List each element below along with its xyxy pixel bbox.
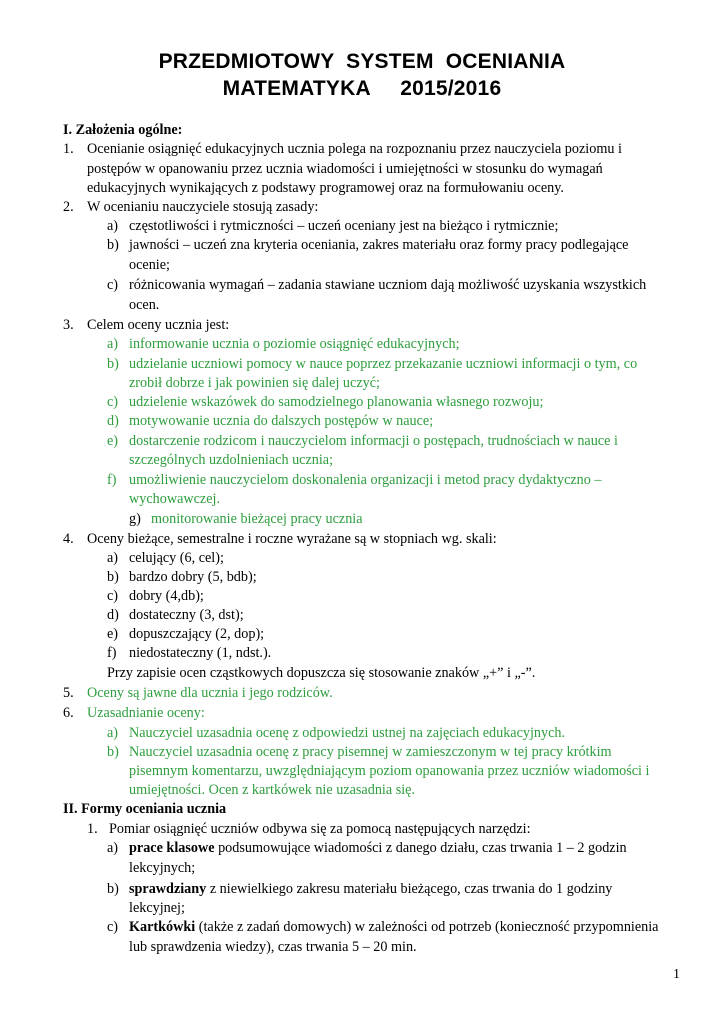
list-item-label: a) [107,725,119,741]
list-item: różnicowania wymagań – zadania stawiane uczniom dają możliwość uzyskania wszystkich [129,277,647,293]
list-item: lub sprawdzenia wiedzy), czas trwania 5 – 20 min. [129,939,417,955]
list-number: 5. [63,685,74,701]
page-number: 1 [673,967,680,982]
list-item-label: g) [129,511,141,527]
grade-item: celujący (6, cel); [129,550,224,566]
form-name: sprawdziany [129,881,207,897]
list-item: umiejętności. Ocen z kartkówek nie uzasadnia się. [129,782,416,798]
list-item: udzielenie wskazówek do samodzielnego planowania własnego rozwoju; [129,394,544,410]
list-item: umożliwienie nauczycielom doskonalenia organizacji i metod pracy dydaktyczno – [129,472,602,488]
form-description: z niewielkiego zakresu materiału bieżącego, czas trwania do 1 godziny [206,881,613,897]
list-item: częstotliwości i rytmiczności – uczeń oceniany jest na bieżąco i rytmicznie; [129,218,559,234]
list-item-label: c) [107,394,119,410]
list-item-label: a) [107,840,119,856]
paragraph-line: Pomiar osiągnięć uczniów odbywa się za pomocą następujących narzędzi: [109,821,531,837]
document-title-line1: PRZEDMIOTOWY SYSTEM OCENIANIA [158,50,566,73]
list-item [129,918,658,937]
paragraph-line: Ocenianie osiągnięć edukacyjnych ucznia polega na rozpoznaniu przez nauczyciela poziomu i [87,141,622,157]
list-item-label: b) [107,356,119,372]
list-item: zrobił dobrze i jak powinien się dalej uczyć; [129,375,380,391]
list-item-label: b) [107,569,119,585]
paragraph-line: edukacyjnych wynikających z podstawy programowej oraz na formułowaniu oceny. [87,180,564,196]
list-item: lekcyjnych; [129,860,196,876]
list-item: wychowawczej. [129,491,220,507]
document-title-line2: MATEMATYKA 2015/2016 [222,77,502,100]
grade-item: dopuszczający (2, dop); [129,626,265,642]
grade-item: dobry (4,db); [129,588,204,604]
list-item: ocenie; [129,257,170,273]
list-item-label: a) [107,336,119,352]
section2-heading: II. Formy oceniania ucznia [63,801,227,817]
list-item-label: b) [107,237,119,253]
grade-item: dostateczny (3, dst); [129,607,244,623]
paragraph-line: Uzasadnianie oceny: [87,705,205,721]
paragraph-line: Celem oceny ucznia jest: [87,317,230,333]
list-item: Nauczyciel uzasadnia ocenę z pracy pisemnej w zamieszczonym w tej pracy krótkim [129,744,612,760]
list-item-label: e) [107,626,119,642]
paragraph-line: W ocenianiu nauczyciele stosują zasady: [87,199,319,215]
list-number: 1. [63,141,74,157]
list-item: lekcyjnej; [129,900,185,916]
list-item-label: d) [107,413,119,429]
list-item-label: a) [107,550,119,566]
form-name: Kartkówki [129,919,196,935]
list-number: 1. [87,821,98,837]
list-item-label: f) [107,472,117,488]
list-item-label: b) [107,744,119,760]
list-item-label: c) [107,588,119,604]
list-item: Nauczyciel uzasadnia ocenę z odpowiedzi ustnej na zajęciach edukacyjnych. [129,725,566,741]
grade-item: niedostateczny (1, ndst.). [129,645,272,661]
list-number: 3. [63,317,74,333]
paragraph-line: Oceny bieżące, semestralne i roczne wyrażane są w stopniach wg. skali: [87,531,497,547]
grade-note: Przy zapisie ocen cząstkowych dopuszcza się stosowanie znaków „+” i „-”. [107,665,536,681]
list-item: pisemnym komentarzu, uwzględniającym poziom opanowania przez uczniów wiadomości i [129,763,650,779]
list-item-label: c) [107,277,119,293]
list-item-label: b) [107,881,119,897]
list-item: monitorowanie bieżącej pracy ucznia [151,511,363,527]
list-item-label: d) [107,607,119,623]
list-item-label: c) [107,919,119,935]
paragraph-line: Oceny są jawne dla ucznia i jego rodziców. [87,685,333,701]
list-item [129,880,612,899]
list-item: szczególnych uzdolnieniach ucznia; [129,452,334,468]
list-item: informowanie ucznia o poziomie osiągnięć edukacyjnych; [129,336,460,352]
list-item-label: f) [107,645,117,661]
list-item-label: a) [107,218,119,234]
form-description: podsumowujące wiadomości z danego działu, czas trwania 1 – 2 godzin [214,840,627,856]
list-item: dostarczenie rodzicom i nauczycielom informacji o postępach, trudnościach w nauce i [129,433,618,449]
list-number: 4. [63,531,74,547]
paragraph-line: postępów w opanowaniu przez ucznia wiadomości i umiejętności w stosunku do wymagań [87,161,603,177]
list-item: udzielanie uczniowi pomocy w nauce poprzez przekazanie uczniowi informacji o tym, co [129,356,638,372]
list-number: 6. [63,705,74,721]
grade-item: bardzo dobry (5, bdb); [129,569,257,585]
list-number: 2. [63,199,74,215]
list-item: ocen. [129,297,160,313]
list-item [129,839,627,858]
list-item: jawności – uczeń zna kryteria oceniania, zakres materiału oraz formy pracy podlegające [129,237,629,253]
section1-heading: I. Założenia ogólne: [63,122,183,138]
list-item: motywowanie ucznia do dalszych postępów w nauce; [129,413,434,429]
form-name: prace klasowe [129,840,215,856]
form-description: (także z zadań domowych) w zależności od potrzeb (konieczność przypomnienia [195,919,659,935]
list-item-label: e) [107,433,119,449]
